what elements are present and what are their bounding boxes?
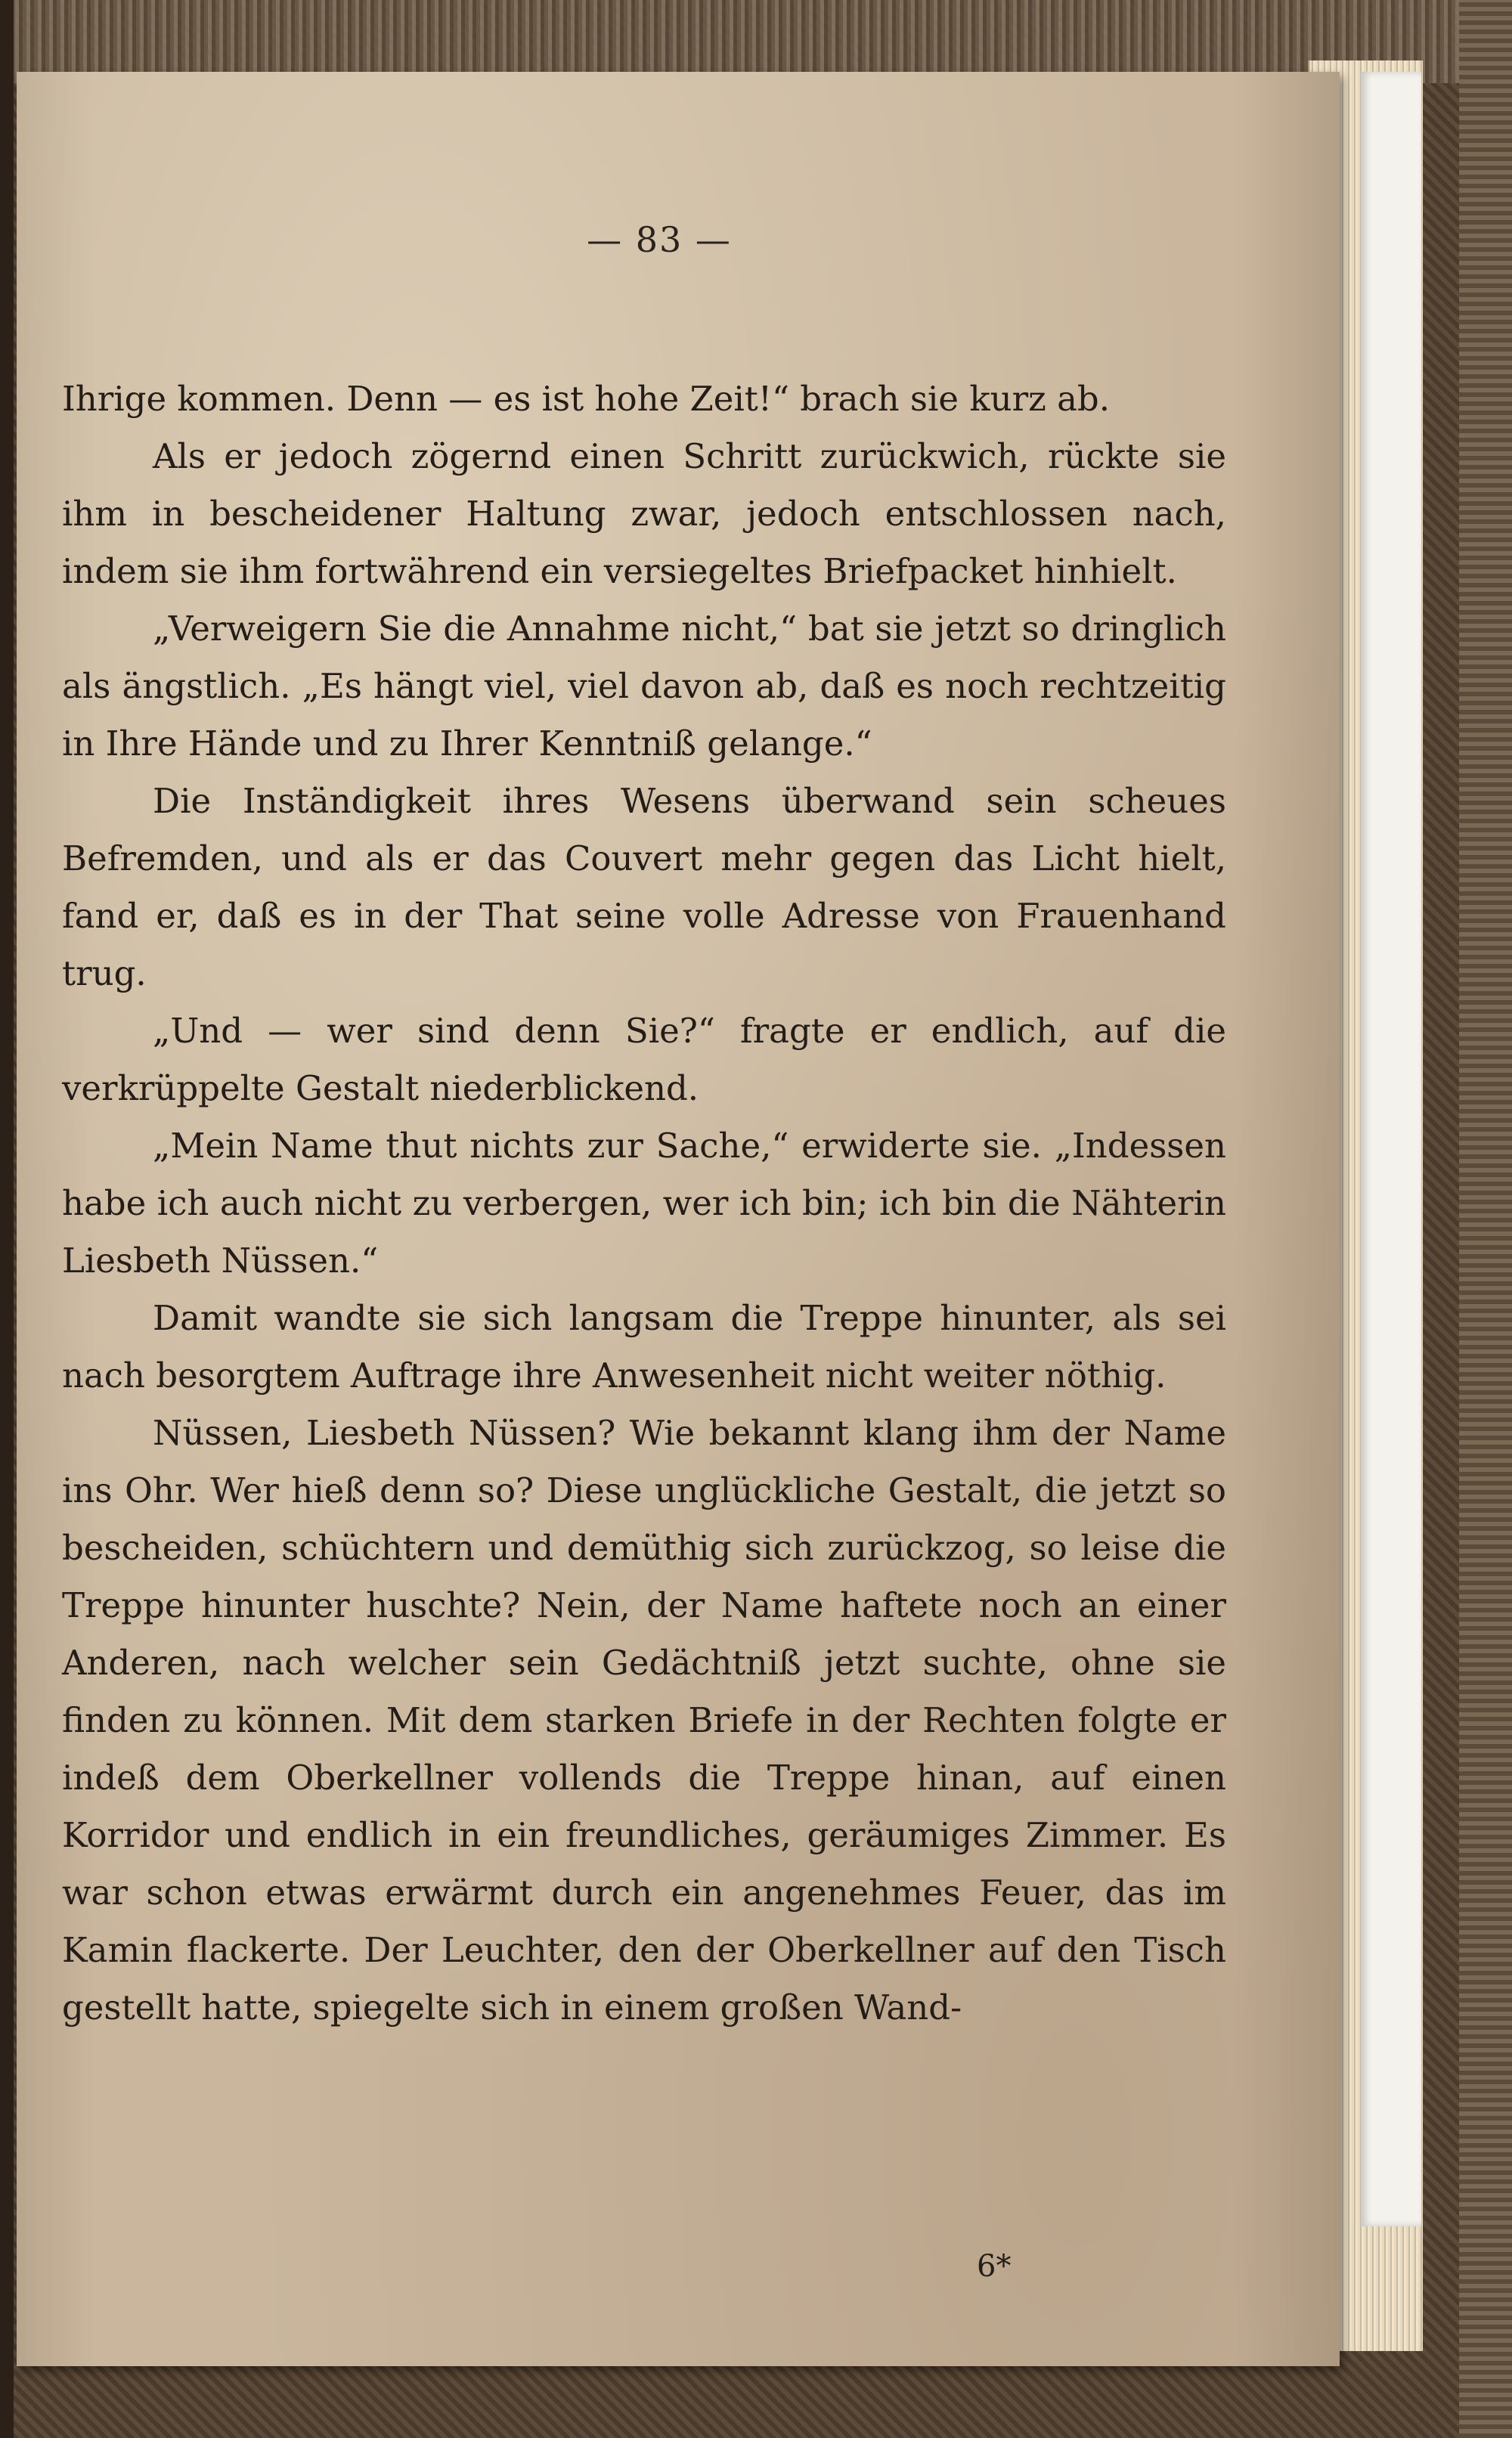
paragraph-6: „Mein Name thut nichts zur Sache,“ erwiderte sie. „Indessen habe ich auch nicht zu verbergen, wer ich bin; ich bin die Nähterin Liesbeth Nüssen.“ [62, 1126, 1226, 1281]
page-number: — 83 — [587, 219, 732, 260]
next-page-edge [1361, 72, 1421, 2226]
book-cover-left-edge [0, 0, 14, 2438]
paragraph-8: Nüssen, Liesbeth Nüssen? Wie bekannt klang ihm der Name ins Ohr. Wer hieß denn so? Diese unglückliche Gestalt, die jetzt so bescheiden, schüchtern und demüthig sich zurückzog, so leise die Treppe hinunter huschte? Nein, der Name haftete noch an einer Anderen, nach welcher sein Gedächtniß jetzt suchte, ohne sie finden zu können. Mit dem starken Briefe in der Rechten folgte er indeß dem Oberkellner vollends die Treppe hinan, auf einen Korridor und endlich in ein freundliches, geräumiges Zimmer. Es war schon etwas erwärmt durch ein angenehmes Feuer, das im Kamin flackerte. Der Leuchter, den der Oberkellner auf den Tisch gestellt hatte, spiegelte sich in einem großen Wand- [62, 1413, 1226, 2028]
book-cover-top [0, 0, 1512, 83]
paragraph-1: Ihrige kommen. Denn — es ist hohe Zeit!“ brach sie kurz ab. [62, 379, 1111, 419]
paragraph-2: Als er jedoch zögernd einen Schritt zurückwich, rückte sie ihm in bescheidener Haltung zwar, jedoch entschlossen nach, indem sie ihm fortwährend ein versiegeltes Briefpacket hinhielt. [62, 436, 1226, 591]
book-page [17, 72, 1340, 2366]
paragraph-7: Damit wandte sie sich langsam die Treppe hinunter, als sei nach besorgtem Auftrage ihre Anwesenheit nicht weiter nöthig. [62, 1298, 1226, 1396]
signature-mark: 6* [977, 2249, 1012, 2284]
page-text [62, 370, 1226, 2037]
paragraph-3: „Verweigern Sie die Annahme nicht,“ bat sie jetzt so dringlich als ängstlich. „Es hängt viel, viel davon ab, daß es noch rechtzeitig in Ihre Hände und zu Ihrer Kenntniß gelange.“ [62, 609, 1226, 764]
paragraph-5: „Und — wer sind denn Sie?“ fragte er endlich, auf die verkrüppelte Gestalt niederblickend. [62, 1011, 1226, 1108]
book-cover-right [1459, 0, 1512, 2438]
paragraph-4: Die Inständigkeit ihres Wesens überwand sein scheues Befremden, und als er das Couvert mehr gegen das Licht hielt, fand er, daß es in der That seine volle Adresse von Frauenhand trug. [62, 781, 1226, 993]
